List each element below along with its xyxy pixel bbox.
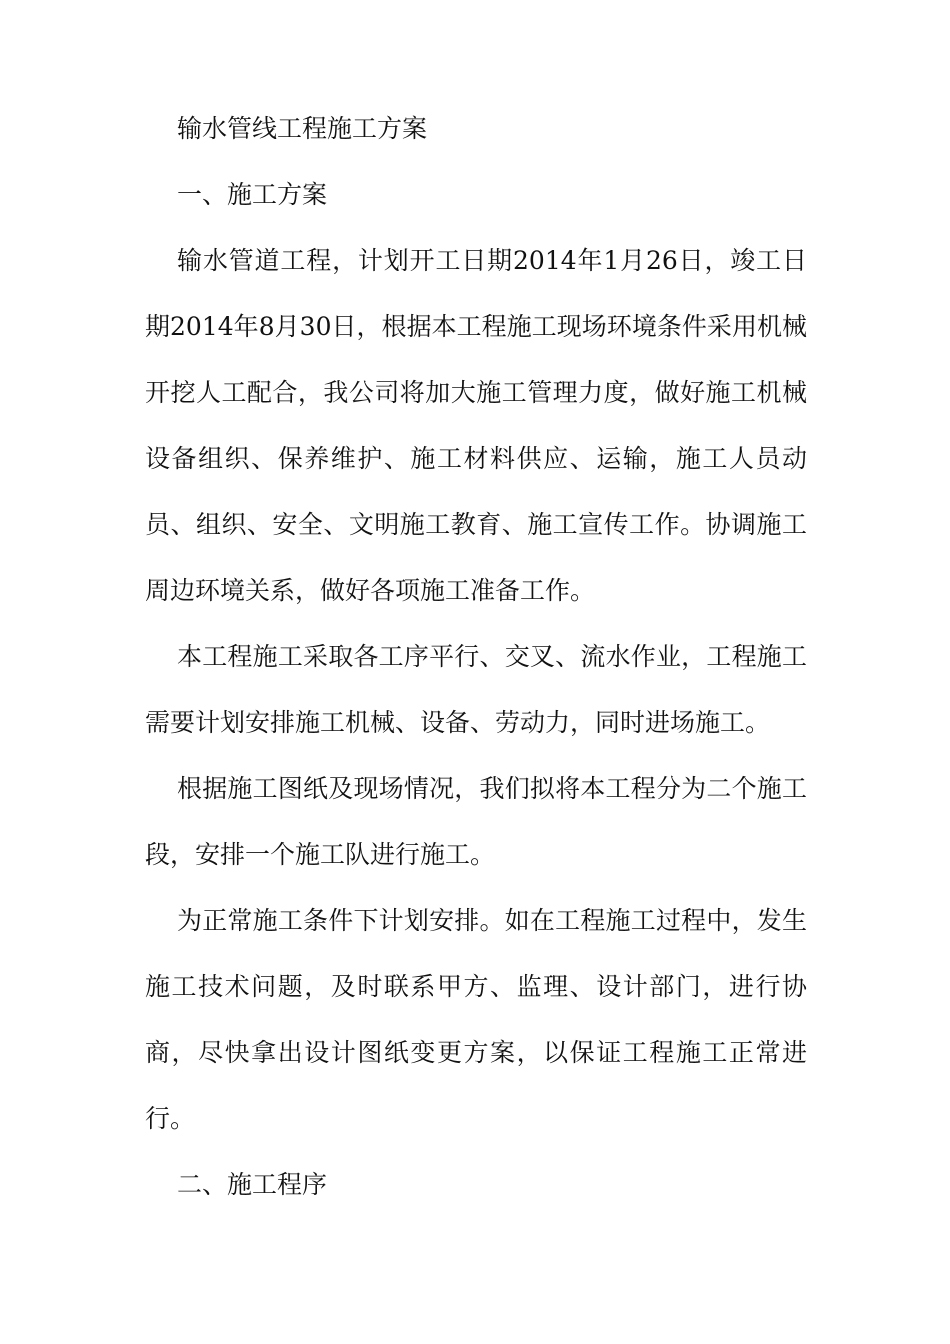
paragraph-workflow: 本工程施工采取各工序平行、交叉、流水作业，工程施工需要计划安排施工机械、设备、劳动力，同时进场施工。 (145, 642, 807, 737)
document-body (145, 96, 807, 1218)
paragraph-sections: 根据施工图纸及现场情况，我们拟将本工程分为二个施工段，安排一个施工队进行施工。 (145, 774, 807, 869)
document-title: 输水管线工程施工方案 (177, 114, 428, 143)
paragraph-schedule: 输水管道工程，计划开工日期2014年1月26日，竣工日期2014年8月30日，根据本工程施工现场环境条件采用机械开挖人工配合，我公司将加大施工管理力度，做好施工机械设备组织、保养维护、施工材料供应、运输，施工人员动员、组织、安全、文明施工教育、施工宣传工作。协调施工周边环境关系，做好各项施工准备工作。 (145, 246, 807, 605)
section-heading-1: 一、施工方案 (177, 180, 328, 209)
paragraph-conditions: 为正常施工条件下计划安排。如在工程施工过程中，发生施工技术问题，及时联系甲方、监理、设计部门，进行协商，尽快拿出设计图纸变更方案，以保证工程施工正常进行。 (145, 906, 807, 1133)
section-heading-2: 二、施工程序 (177, 1170, 328, 1199)
